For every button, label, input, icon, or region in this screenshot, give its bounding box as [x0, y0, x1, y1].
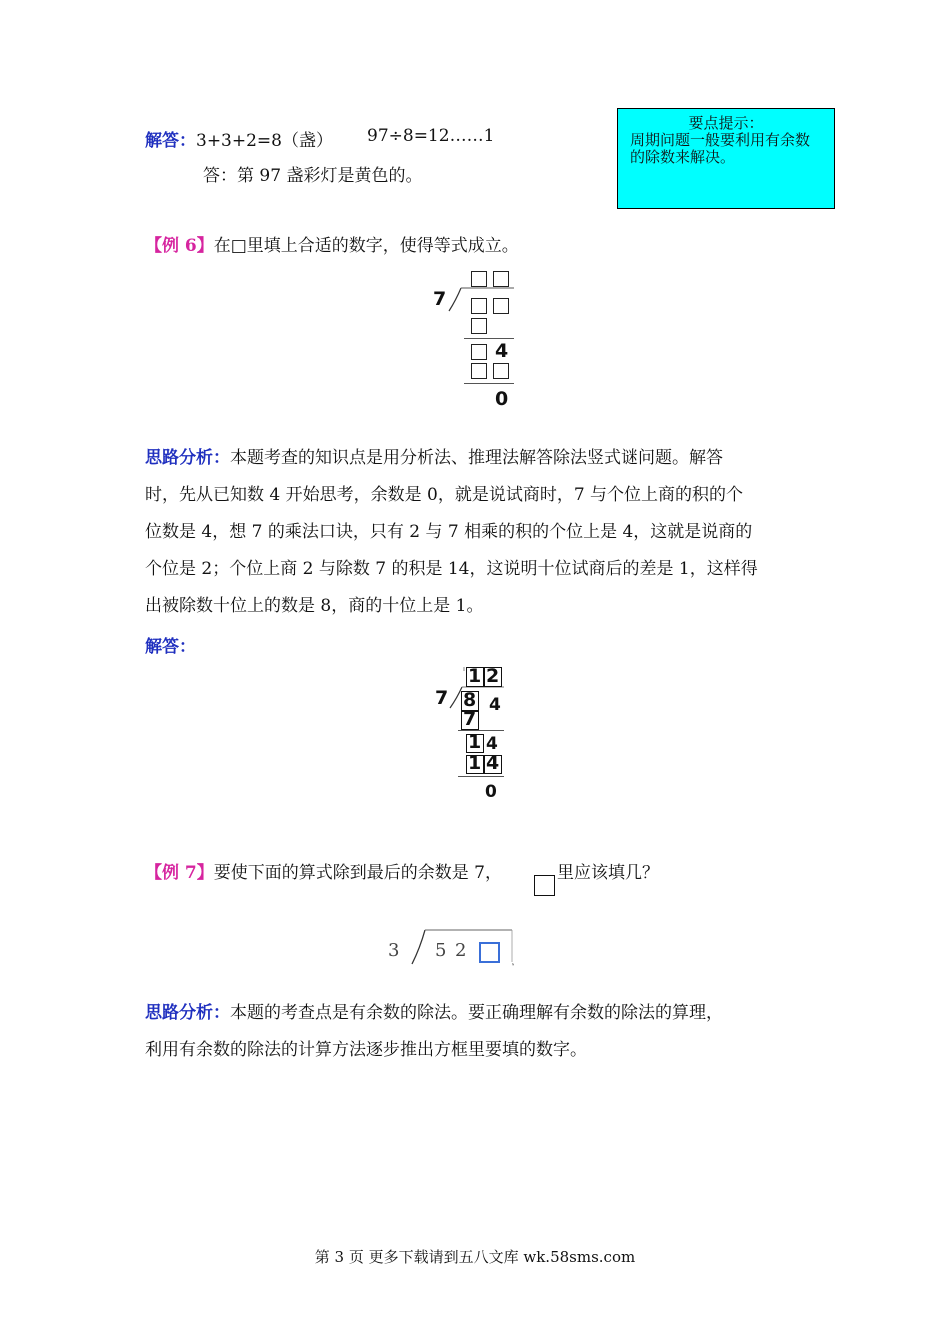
step2-digit: 1 — [468, 731, 482, 753]
answer-line — [145, 126, 333, 151]
answer-formula-2: 97÷8=12……1 — [367, 126, 495, 146]
example6-answer-label: 解答： — [145, 637, 196, 657]
example7-division — [380, 918, 530, 973]
solution-remainder: 0 — [485, 782, 497, 802]
example7-blank-box — [479, 942, 500, 963]
puzzle-known-digit: 4 — [495, 340, 509, 362]
tip-title: 要点提示： — [688, 114, 764, 132]
answer-label: 解答： — [145, 131, 196, 151]
blank-box — [493, 363, 509, 379]
dividend-digit: 4 — [489, 695, 501, 715]
blank-box — [471, 298, 487, 314]
example6-analysis — [145, 440, 758, 625]
example7-question-line — [145, 858, 502, 883]
blank-box — [471, 363, 487, 379]
quotient-digit: 1 — [468, 665, 482, 687]
example6-question-line — [145, 231, 519, 256]
analysis-line — [145, 440, 758, 477]
example7-tag: 【例 7】 — [145, 863, 214, 883]
blank-box — [493, 298, 509, 314]
solution-divisor: 7 — [435, 687, 449, 709]
rule-line — [458, 776, 504, 777]
example7-divisor: 3 — [388, 940, 400, 961]
example6-tag: 【例 6】 — [145, 236, 214, 256]
page-footer: 第 3 页 更多下载请到五八文库 wk.58sms.com — [314, 1248, 636, 1266]
step2-digit: 4 — [486, 734, 498, 754]
example6-question: 在□里填上合适的数字，使得等式成立。 — [213, 236, 519, 256]
example7-analysis — [145, 995, 723, 1069]
division-puzzle — [420, 264, 530, 414]
example7-digit: 2 — [455, 940, 467, 961]
analysis-text: 本题的考查点是有余数的除法。要正确理解有余数的除法的算理， — [230, 1003, 723, 1023]
dividend-digit: 8 — [463, 689, 477, 711]
answer-formula-1: 3+3+2=8（盏） — [196, 131, 333, 151]
tip-body: 周期问题一般要利用有余数的除数来解决。 — [630, 131, 811, 166]
answer-conclusion: 答：第 97 盏彩灯是黄色的。 — [203, 166, 423, 186]
analysis-text: 本题考查的知识点是用分析法、推理法解答除法竖式谜问题。解答 — [230, 448, 723, 468]
quotient-digit: 2 — [486, 665, 500, 687]
blank-box — [471, 318, 487, 334]
analysis-line: 个位是 2；个位上商 2 与除数 7 的积是 14，这说明十位试商后的差是 1，这样得 — [145, 559, 758, 579]
analysis-line — [145, 995, 723, 1032]
example7-question-end: 里应该填几？ — [557, 863, 659, 883]
analysis-label: 思路分析： — [145, 448, 230, 468]
division-bracket-icon — [420, 264, 530, 414]
example7-digit: 5 — [435, 940, 447, 961]
step3-digit: 1 — [468, 752, 482, 774]
tip-box — [617, 108, 835, 209]
analysis-line: 利用有余数的除法的计算方法逐步推出方框里要填的数字。 — [145, 1040, 587, 1060]
question-blank-box — [534, 875, 555, 896]
analysis-line: 出被除数十位上的数是 8，商的十位上是 1。 — [145, 596, 484, 616]
analysis-label: 思路分析： — [145, 1003, 230, 1023]
step3-digit: 4 — [486, 752, 500, 774]
puzzle-divisor: 7 — [433, 288, 447, 310]
step1-digit: 7 — [463, 708, 477, 730]
rule-line — [464, 383, 514, 384]
analysis-line: 时，先从已知数 4 开始思考，余数是 0，就是说试商时，7 与个位上商的积的个 — [145, 485, 744, 505]
puzzle-remainder: 0 — [495, 388, 509, 410]
analysis-line: 位数是 4，想 7 的乘法口诀，只有 2 与 7 相乘的积的个位上是 4，这就是说商的 — [145, 522, 753, 542]
division-solution — [420, 662, 530, 812]
blank-box — [471, 344, 487, 360]
example7-question-start: 要使下面的算式除到最后的余数是 7， — [213, 863, 502, 883]
rule-line — [464, 338, 514, 339]
